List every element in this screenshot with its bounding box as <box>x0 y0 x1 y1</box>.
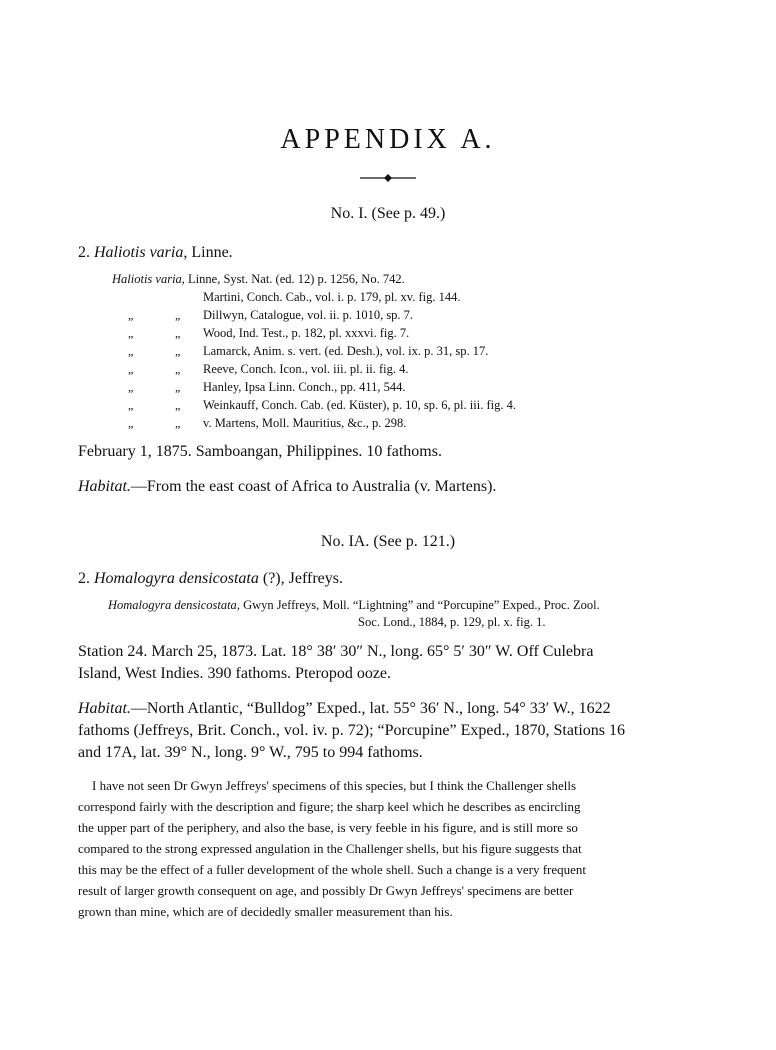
synonym-ref: , Gwyn Jeffreys, Moll. “Lightning” and “Porcupine” Exped., Proc. Zool. <box>236 598 600 612</box>
ornament-divider-icon <box>358 172 418 184</box>
species-name: Homalogyra densicostata <box>94 570 259 587</box>
species-number: 2. <box>78 244 90 261</box>
ditto-mark: „ <box>128 380 134 394</box>
synonym-genus: Homalogyra densicostata <box>108 598 237 612</box>
synonym-line: Reeve, Conch. Icon., vol. iii. pl. ii. fig. 4. <box>203 362 409 376</box>
station-record-2 <box>78 641 718 685</box>
species-name: Haliotis varia <box>94 244 184 261</box>
remarks-line: the upper part of the periphery, and also the base, is very feeble in his figure, and is still more so <box>78 820 578 835</box>
ditto-mark: „ <box>128 362 134 376</box>
ditto-mark: „ <box>128 326 134 340</box>
synonym-line: Martini, Conch. Cab., vol. i. p. 179, pl. xv. fig. 144. <box>203 290 461 304</box>
ditto-mark: „ <box>128 398 134 412</box>
habitat-line: fathoms (Jeffreys, Brit. Conch., vol. iv. p. 72); “Porcupine” Exped., 1870, Stations 16 <box>78 722 626 739</box>
habitat-text: —From the east coast of Africa to Australia (v. Martens). <box>130 478 497 495</box>
habitat-text: —North Atlantic, “Bulldog” Exped., lat. 55° 36′ N., long. 54° 33′ W., 1622 <box>130 700 611 717</box>
remarks-paragraph <box>78 775 728 922</box>
habitat-label: Habitat. <box>78 700 131 717</box>
habitat-2 <box>78 698 718 764</box>
synonym-line: v. Martens, Moll. Mauritius, &c., p. 298. <box>203 416 407 430</box>
ditto-mark: „ <box>128 308 134 322</box>
ditto-mark: „ <box>175 380 181 394</box>
synonym-line: Wood, Ind. Test., p. 182, pl. xxxvi. fig. 7. <box>203 326 410 340</box>
ditto-mark: „ <box>175 416 181 430</box>
station-line: Station 24. March 25, 1873. Lat. 18° 38′ 30″ N., long. 65° 5′ 30″ W. Off Culebra <box>78 643 594 660</box>
ditto-mark: „ <box>175 398 181 412</box>
synonym-line: Soc. Lond., 1884, p. 129, pl. x. fig. 1. <box>358 615 546 629</box>
habitat-1 <box>78 476 718 497</box>
ditto-mark: „ <box>175 308 181 322</box>
page-title: APPENDIX A. <box>280 124 496 155</box>
species-author: (?), Jeffreys. <box>258 570 343 587</box>
ditto-mark: „ <box>128 344 134 358</box>
ditto-mark: „ <box>175 344 181 358</box>
synonym-genus: Haliotis varia <box>112 272 182 286</box>
ditto-mark: „ <box>128 416 134 430</box>
habitat-line: and 17A, lat. 39° N., long. 9° W., 795 to 994 fathoms. <box>78 744 423 761</box>
species-heading-2 <box>78 570 343 588</box>
synonym-line: Lamarck, Anim. s. vert. (ed. Desh.), vol. ix. p. 31, sp. 17. <box>203 344 489 358</box>
synonym-line: Hanley, Ipsa Linn. Conch., pp. 411, 544. <box>203 380 406 394</box>
synonym-line: Dillwyn, Catalogue, vol. ii. p. 1010, sp. 7. <box>203 308 414 322</box>
remarks-line: result of larger growth consequent on age, and possibly Dr Gwyn Jeffreys' specimens are better <box>78 883 574 898</box>
remarks-line: correspond fairly with the description and figure; the sharp keel which he describes as encircling <box>78 799 581 814</box>
section-1-heading: No. I. (See p. 49.) <box>330 205 446 222</box>
synonym-line <box>112 272 405 287</box>
station-record-1: February 1, 1875. Samboangan, Philippines. 10 fathoms. <box>78 443 442 460</box>
synonym-line: Weinkauff, Conch. Cab. (ed. Küster), p. 10, sp. 6, pl. iii. fig. 4. <box>203 398 516 412</box>
remarks-line: grown than mine, which are of decidedly smaller measurement than his. <box>78 904 453 919</box>
species-author: , Linne. <box>183 244 233 261</box>
synonym-ref: , Linne, Syst. Nat. (ed. 12) p. 1256, No. 742. <box>181 272 405 286</box>
station-line: Island, West Indies. 390 fathoms. Pteropod ooze. <box>78 665 392 682</box>
habitat-line <box>78 698 718 720</box>
ditto-mark: „ <box>175 362 181 376</box>
habitat-label: Habitat. <box>78 478 131 495</box>
remarks-line: this may be the effect of a fuller development of the whole shell. Such a change is a very frequent <box>78 862 587 877</box>
remarks-line: I have not seen Dr Gwyn Jeffreys' specimens of this species, but I think the Challenger shells <box>92 778 577 793</box>
section-2-heading: No. IA. (See p. 121.) <box>320 533 456 550</box>
synonym-line <box>108 598 600 613</box>
ditto-mark: „ <box>175 326 181 340</box>
species-heading-1 <box>78 244 233 262</box>
remarks-line: compared to the strong expressed angulation in the Challenger shells, but his figure suggests that <box>78 841 582 856</box>
species-number: 2. <box>78 570 90 587</box>
